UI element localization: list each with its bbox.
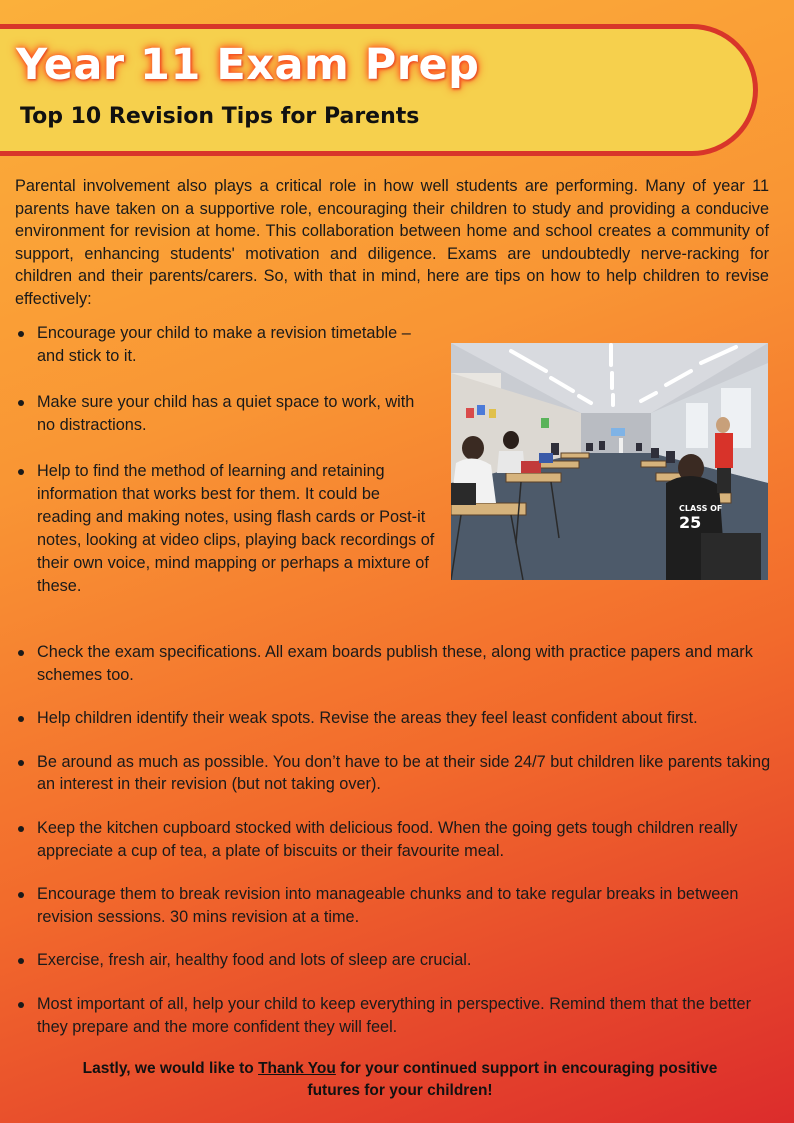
tip-item: Check the exam specifications. All exam boards publish these, along with practice papers and mark schemes too. <box>15 641 775 686</box>
tip-item: Exercise, fresh air, healthy food and lots of sleep are crucial. <box>15 949 775 972</box>
page-subtitle: Top 10 Revision Tips for Parents <box>20 104 420 129</box>
closing-text-end: for your continued support in encouraging positive futures for your children! <box>307 1060 718 1099</box>
tip-item: Encourage your child to make a revision timetable – and stick to it. <box>15 322 435 368</box>
exam-hall-photo <box>451 343 768 580</box>
tip-item: Help children identify their weak spots. Revise the areas they feel least confident about first. <box>15 707 775 730</box>
closing-message <box>60 1058 740 1102</box>
intro-paragraph: Parental involvement also plays a critical role in how well students are performing. Many of year 11 parents have taken on a supportive role, encouraging their children to study and providing a conducive environment for revision at home. This collaboration between home and school creates a community of support, enhancing students' motivation and diligence. Exams are undoubtedly nerve-racking for children and their parents/carers. So, with that in mind, here are tips on how to help children to revise effectively: <box>15 177 769 308</box>
tip-item: Most important of all, help your child to keep everything in perspective. Remind them that the better they prepare and the more confident they will feel. <box>15 993 775 1038</box>
tip-item: Help to find the method of learning and retaining information that works best for them. It could be reading and making notes, using flash cards or Post-it notes, looking at video clips, playing back recordings of their own voice, mind mapping or perhaps a mixture of these. <box>15 460 435 598</box>
closing-text-start: Lastly, we would like to <box>82 1060 259 1077</box>
svg-text:25: 25 <box>679 513 702 532</box>
thank-you-emphasis: Thank You <box>258 1060 336 1077</box>
tips-list-bottom <box>15 641 775 1059</box>
tip-item: Be around as much as possible. You don’t have to be at their side 24/7 but children like parents taking an interest in their revision (but not taking over). <box>15 751 775 796</box>
tip-item: Encourage them to break revision into manageable chunks and to take regular breaks in between revision sessions. 30 mins revision at a time. <box>15 883 775 928</box>
page-title: Year 11 Exam Prep <box>16 40 480 90</box>
tip-item: Make sure your child has a quiet space to work, with no distractions. <box>15 391 435 437</box>
jacket-text: CLASS OF <box>679 504 723 513</box>
tip-item: Keep the kitchen cupboard stocked with delicious food. When the going gets tough children really appreciate a cup of tea, a plate of biscuits or their favourite meal. <box>15 817 775 862</box>
tips-list-top <box>15 322 435 621</box>
